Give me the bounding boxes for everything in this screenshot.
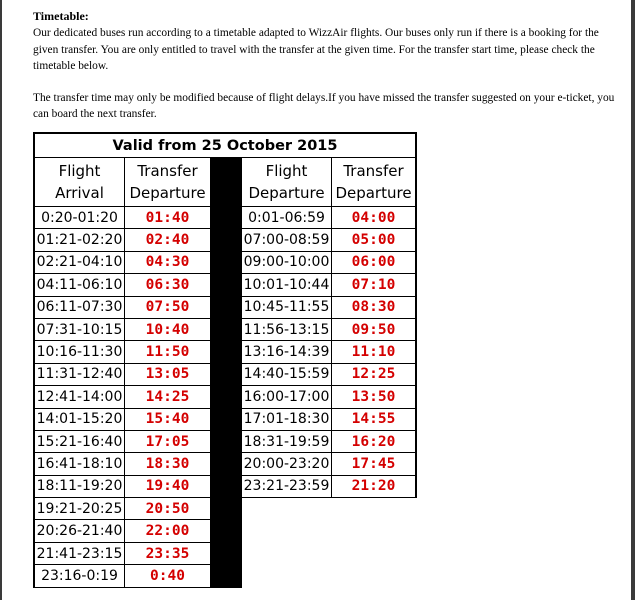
table-row (34, 341, 416, 363)
timetable (33, 132, 417, 588)
departure-transfer-time: 05:00 (332, 229, 417, 251)
arrival-transfer-time: 0:40 (125, 565, 211, 587)
header-flight-arrival (34, 158, 125, 207)
arrival-window: 14:01-15:20 (34, 408, 125, 430)
departure-transfer-time: 21:20 (332, 475, 417, 497)
column-separator (211, 542, 242, 564)
page-edge-left (0, 0, 2, 600)
column-separator (211, 229, 242, 251)
header-transfer-left-line2: Departure (129, 184, 206, 202)
arrival-window: 11:31-12:40 (34, 363, 125, 385)
departure-window: 13:16-14:39 (242, 341, 332, 363)
departure-transfer-time: 11:10 (332, 341, 417, 363)
table-row (34, 565, 416, 587)
arrival-window: 0:20-01:20 (34, 207, 125, 229)
departure-window: 11:56-13:15 (242, 318, 332, 340)
table-row (34, 363, 416, 385)
arrival-transfer-time: 10:40 (125, 318, 211, 340)
header-flight-arrival-line1: Flight (58, 162, 101, 180)
column-separator (211, 274, 242, 296)
empty-cell (242, 520, 332, 542)
arrival-transfer-time: 22:00 (125, 520, 211, 542)
table-row (34, 386, 416, 408)
arrival-window: 21:41-23:15 (34, 542, 125, 564)
empty-cell (242, 498, 332, 520)
table-row (34, 542, 416, 564)
arrival-transfer-time: 01:40 (125, 207, 211, 229)
arrival-transfer-time: 13:05 (125, 363, 211, 385)
arrival-window: 04:11-06:10 (34, 274, 125, 296)
departure-window: 14:40-15:59 (242, 363, 332, 385)
column-separator (211, 498, 242, 520)
section-heading: Timetable: (33, 9, 89, 23)
column-separator (211, 408, 242, 430)
arrival-window: 20:26-21:40 (34, 520, 125, 542)
arrival-window: 19:21-20:25 (34, 498, 125, 520)
arrival-transfer-time: 06:30 (125, 274, 211, 296)
arrival-window: 16:41-18:10 (34, 453, 125, 475)
table-row (34, 430, 416, 452)
timetable-title: Valid from 25 October 2015 (34, 133, 416, 158)
empty-cell (332, 520, 417, 542)
departure-window: 16:00-17:00 (242, 386, 332, 408)
table-row (34, 475, 416, 497)
table-row (34, 453, 416, 475)
arrival-transfer-time: 23:35 (125, 542, 211, 564)
departure-window: 10:45-11:55 (242, 296, 332, 318)
departure-transfer-time: 14:55 (332, 408, 417, 430)
arrival-window: 15:21-16:40 (34, 430, 125, 452)
departure-transfer-time: 04:00 (332, 207, 417, 229)
arrival-window: 18:11-19:20 (34, 475, 125, 497)
arrival-transfer-time: 20:50 (125, 498, 211, 520)
arrival-window: 07:31-10:15 (34, 318, 125, 340)
arrival-window: 01:21-02:20 (34, 229, 125, 251)
departure-transfer-time: 13:50 (332, 386, 417, 408)
header-transfer-right-line2: Departure (335, 184, 412, 202)
column-separator (211, 158, 242, 207)
arrival-transfer-time: 19:40 (125, 475, 211, 497)
table-row (34, 207, 416, 229)
empty-cell (332, 498, 417, 520)
arrival-transfer-time: 18:30 (125, 453, 211, 475)
delay-paragraph: The transfer time may only be modified because of flight delays.If you have missed the transfer suggested on your e-ticket, you can board the next transfer. (33, 91, 615, 120)
table-row (34, 498, 416, 520)
arrival-window: 12:41-14:00 (34, 386, 125, 408)
departure-transfer-time: 17:45 (332, 453, 417, 475)
header-flight-departure-line1: Flight (265, 162, 308, 180)
empty-cell (332, 565, 417, 587)
arrival-window: 10:16-11:30 (34, 341, 125, 363)
header-transfer-left-line1: Transfer (137, 162, 198, 180)
departure-window: 17:01-18:30 (242, 408, 332, 430)
departure-transfer-time: 06:00 (332, 251, 417, 273)
column-separator (211, 430, 242, 452)
departure-transfer-time: 16:20 (332, 430, 417, 452)
header-transfer-right-line1: Transfer (343, 162, 404, 180)
arrival-window: 06:11-07:30 (34, 296, 125, 318)
column-separator (211, 251, 242, 273)
arrival-transfer-time: 07:50 (125, 296, 211, 318)
departure-window: 0:01-06:59 (242, 207, 332, 229)
table-row (34, 408, 416, 430)
table-row (34, 318, 416, 340)
column-separator (211, 386, 242, 408)
table-row (34, 251, 416, 273)
column-separator (211, 318, 242, 340)
departure-transfer-time: 07:10 (332, 274, 417, 296)
departure-window: 09:00-10:00 (242, 251, 332, 273)
arrival-transfer-time: 04:30 (125, 251, 211, 273)
departure-window: 10:01-10:44 (242, 274, 332, 296)
departure-window: 23:21-23:59 (242, 475, 332, 497)
intro-paragraph: Our dedicated buses run according to a timetable adapted to WizzAir flights. Our buses only run if there is a booking for the given transfer. You are only entitled to travel with the transfer at the given time. For the transfer start time, please check the timetable below. (33, 27, 599, 72)
header-flight-arrival-line2: Arrival (55, 184, 104, 202)
header-flight-departure (242, 158, 332, 207)
empty-cell (242, 542, 332, 564)
header-transfer-departure-left (125, 158, 211, 207)
arrival-transfer-time: 02:40 (125, 229, 211, 251)
header-transfer-departure-right (332, 158, 417, 207)
column-separator (211, 453, 242, 475)
column-separator (211, 207, 242, 229)
column-separator (211, 565, 242, 587)
empty-cell (242, 565, 332, 587)
document-body (33, 8, 623, 123)
arrival-window: 02:21-04:10 (34, 251, 125, 273)
column-separator (211, 363, 242, 385)
header-flight-departure-line2: Departure (248, 184, 325, 202)
departure-window: 18:31-19:59 (242, 430, 332, 452)
arrival-transfer-time: 17:05 (125, 430, 211, 452)
column-separator (211, 341, 242, 363)
departure-window: 07:00-08:59 (242, 229, 332, 251)
table-row (34, 229, 416, 251)
table-row (34, 274, 416, 296)
departure-transfer-time: 12:25 (332, 363, 417, 385)
page-edge-right (631, 0, 635, 600)
departure-transfer-time: 09:50 (332, 318, 417, 340)
departure-transfer-time: 08:30 (332, 296, 417, 318)
empty-cell (332, 542, 417, 564)
arrival-transfer-time: 14:25 (125, 386, 211, 408)
arrival-window: 23:16-0:19 (34, 565, 125, 587)
table-row (34, 520, 416, 542)
column-separator (211, 475, 242, 497)
column-separator (211, 296, 242, 318)
table-row (34, 296, 416, 318)
column-separator (211, 520, 242, 542)
departure-window: 20:00-23:20 (242, 453, 332, 475)
arrival-transfer-time: 11:50 (125, 341, 211, 363)
arrival-transfer-time: 15:40 (125, 408, 211, 430)
